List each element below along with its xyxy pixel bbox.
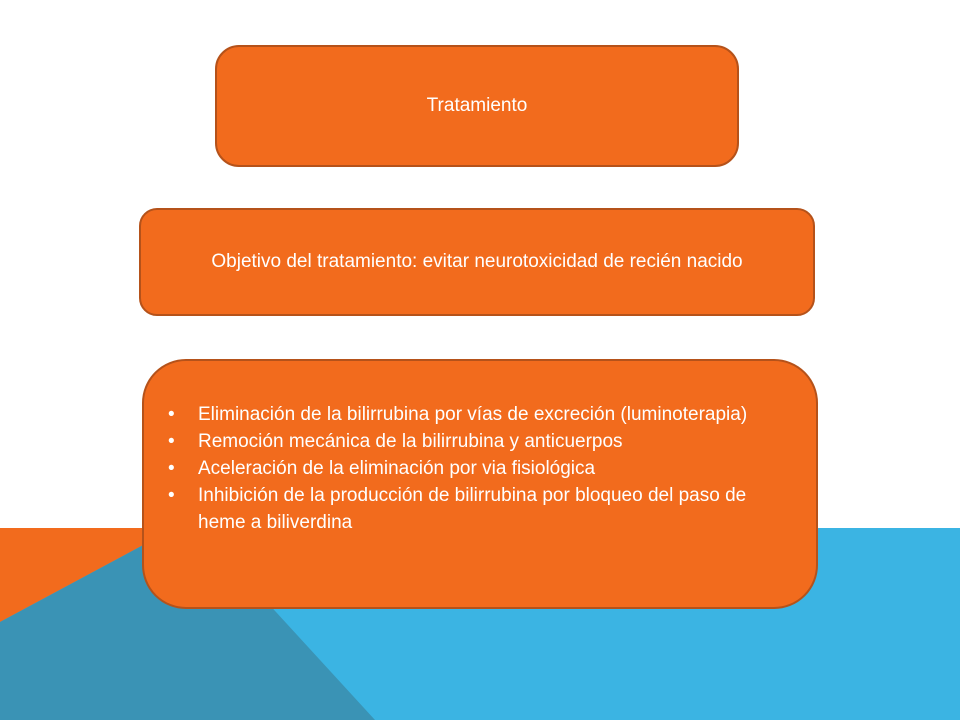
list-item-text: Inhibición de la producción de bilirrubina por bloqueo del paso de heme a biliverdina (198, 485, 747, 533)
title-text: Tratamiento (426, 95, 528, 116)
bullet-icon: • (168, 485, 175, 506)
list-item (168, 482, 776, 536)
list-item-text: Aceleración de la eliminación por via fisiológica (198, 458, 596, 479)
bullet-icon: • (168, 404, 175, 425)
treatment-list (168, 401, 776, 536)
title-box (215, 45, 739, 167)
bullet-icon: • (168, 431, 175, 452)
list-item (168, 401, 776, 428)
treatment-list-box (142, 359, 818, 609)
objective-box (139, 208, 815, 316)
objective-text: Objetivo del tratamiento: evitar neurotoxicidad de recién nacido (211, 251, 743, 272)
list-item-text: Eliminación de la bilirrubina por vías de excreción (luminoterapia) (198, 404, 748, 425)
list-item (168, 428, 776, 455)
list-item-text: Remoción mecánica de la bilirrubina y anticuerpos (198, 431, 623, 452)
list-item (168, 455, 776, 482)
bullet-icon: • (168, 458, 175, 479)
